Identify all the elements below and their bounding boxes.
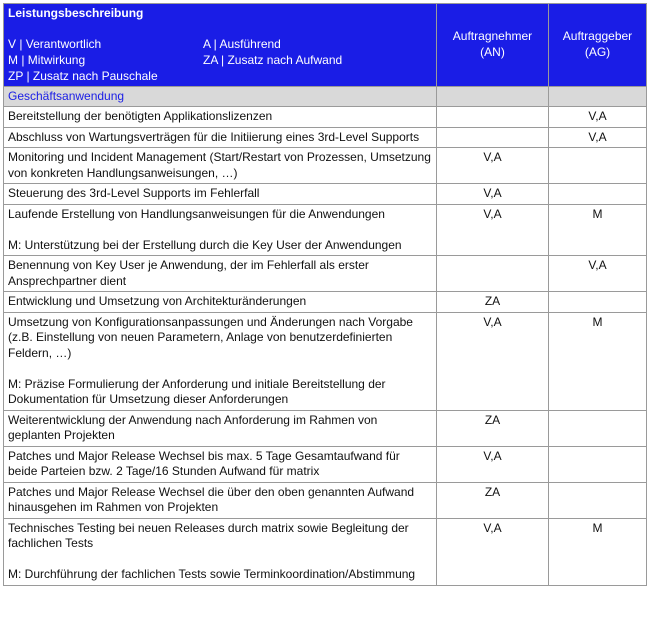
table-row (4, 518, 647, 585)
row-description-note: M: Durchführung der fachlichen Tests sowie Terminkoordination/Abstimmung (8, 567, 416, 581)
row-description-text: Laufende Erstellung von Handlungsanweisungen für die Anwendungen (8, 206, 385, 221)
table-title: Leistungsbeschreibung (8, 6, 144, 20)
table-row (4, 148, 647, 184)
table-row (4, 312, 647, 410)
row-description-text: Benennung von Key User je Anwendung, der im Fehlerfall als erster Ansprechpartner dient (8, 258, 369, 288)
row-description (4, 256, 437, 292)
row-ag-value: M (549, 312, 647, 410)
row-ag-value (549, 446, 647, 482)
legend (8, 36, 432, 84)
row-an-value: V,A (437, 312, 549, 410)
legend-item-zp: ZP | Zusatz nach Pauschale (8, 68, 158, 83)
row-description (4, 482, 437, 518)
table-row (4, 482, 647, 518)
row-description (4, 292, 437, 313)
section-an-empty (437, 86, 549, 107)
legend-item-m: M | Mitwirkung (8, 52, 86, 67)
row-an-value (437, 107, 549, 128)
header-description-cell (4, 4, 437, 87)
table-row (4, 204, 647, 256)
row-description (4, 410, 437, 446)
row-description-text: Bereitstellung der benötigten Applikationslizenzen (8, 109, 273, 123)
row-description (4, 107, 437, 128)
row-description-text: Technisches Testing bei neuen Releases durch matrix sowie Begleitung der fachlichen Tests (8, 520, 409, 550)
row-ag-value: V,A (549, 107, 647, 128)
row-an-value: ZA (437, 482, 549, 518)
row-description-text: Weiterentwicklung der Anwendung nach Anforderung im Rahmen von geplanten Projekten (8, 412, 378, 442)
row-ag-value (549, 184, 647, 205)
row-ag-value: M (549, 518, 647, 585)
table-row (4, 107, 647, 128)
row-an-value (437, 256, 549, 292)
section-title: Geschäftsanwendung (4, 86, 437, 107)
legend-item-v: V | Verantwortlich (8, 36, 102, 51)
row-an-value: V,A (437, 184, 549, 205)
row-an-value: V,A (437, 204, 549, 256)
row-description (4, 204, 437, 256)
table-row (4, 127, 647, 148)
row-ag-value: V,A (549, 256, 647, 292)
row-an-value: V,A (437, 446, 549, 482)
row-ag-value (549, 292, 647, 313)
row-an-value: ZA (437, 292, 549, 313)
responsibility-table (3, 3, 647, 586)
legend-item-za: ZA | Zusatz nach Aufwand (203, 52, 343, 67)
row-an-value: ZA (437, 410, 549, 446)
row-description-text: Entwicklung und Umsetzung von Architekturänderungen (8, 294, 307, 308)
row-description-text: Abschluss von Wartungsverträgen für die Initiierung eines 3rd-Level Supports (8, 129, 420, 144)
table-row (4, 256, 647, 292)
row-an-value: V,A (437, 148, 549, 184)
row-description (4, 148, 437, 184)
table-row (4, 184, 647, 205)
responsibility-table-container (3, 3, 646, 586)
row-description-note: M: Unterstützung bei der Erstellung durch die Key User der Anwendungen (8, 237, 402, 252)
row-description-text: Monitoring und Incident Management (Start/Restart von Prozessen, Umsetzung von konkreten Handlungsanweisungen, …) (8, 150, 431, 180)
paragraph-gap (8, 222, 432, 238)
paragraph-gap (8, 361, 432, 377)
row-description-text: Patches und Major Release Wechsel bis max. 5 Tage Gesamtaufwand für beide Parteien bzw. 2 Tage/16 Stunden Aufwand für matrix (8, 448, 400, 478)
legend-item-a: A | Ausführend (203, 36, 281, 51)
table-row (4, 292, 647, 313)
row-description (4, 446, 437, 482)
header-ag-cell: Auftraggeber (AG) (549, 4, 647, 87)
row-description (4, 127, 437, 148)
row-ag-value: M (549, 204, 647, 256)
table-row (4, 410, 647, 446)
table-header-row (4, 4, 647, 87)
row-description-text: Steuerung des 3rd-Level Supports im Fehlerfall (8, 186, 260, 200)
row-ag-value (549, 148, 647, 184)
row-ag-value (549, 410, 647, 446)
row-description (4, 518, 437, 585)
paragraph-gap (8, 552, 432, 568)
row-description-note: M: Präzise Formulierung der Anforderung und initiale Bereitstellung der Dokumentation für Umsetzung dieser Anforderungen (8, 376, 386, 406)
row-an-value (437, 127, 549, 148)
row-description (4, 184, 437, 205)
row-ag-value: V,A (549, 127, 647, 148)
row-description-text: Patches und Major Release Wechsel die über den oben genannten Aufwand hinausgehen im Rahmen von Projekten (8, 484, 415, 514)
section-ag-empty (549, 86, 647, 107)
section-row (4, 86, 647, 107)
row-description-text: Umsetzung von Konfigurationsanpassungen und Änderungen nach Vorgabe (z.B. Einstellung von neuen Parametern, Anlage von benutzerdefinierten Feldern, …) (8, 314, 413, 360)
row-an-value: V,A (437, 518, 549, 585)
table-row (4, 446, 647, 482)
header-an-cell: Auftragnehmer (AN) (437, 4, 549, 87)
row-description (4, 312, 437, 410)
row-ag-value (549, 482, 647, 518)
